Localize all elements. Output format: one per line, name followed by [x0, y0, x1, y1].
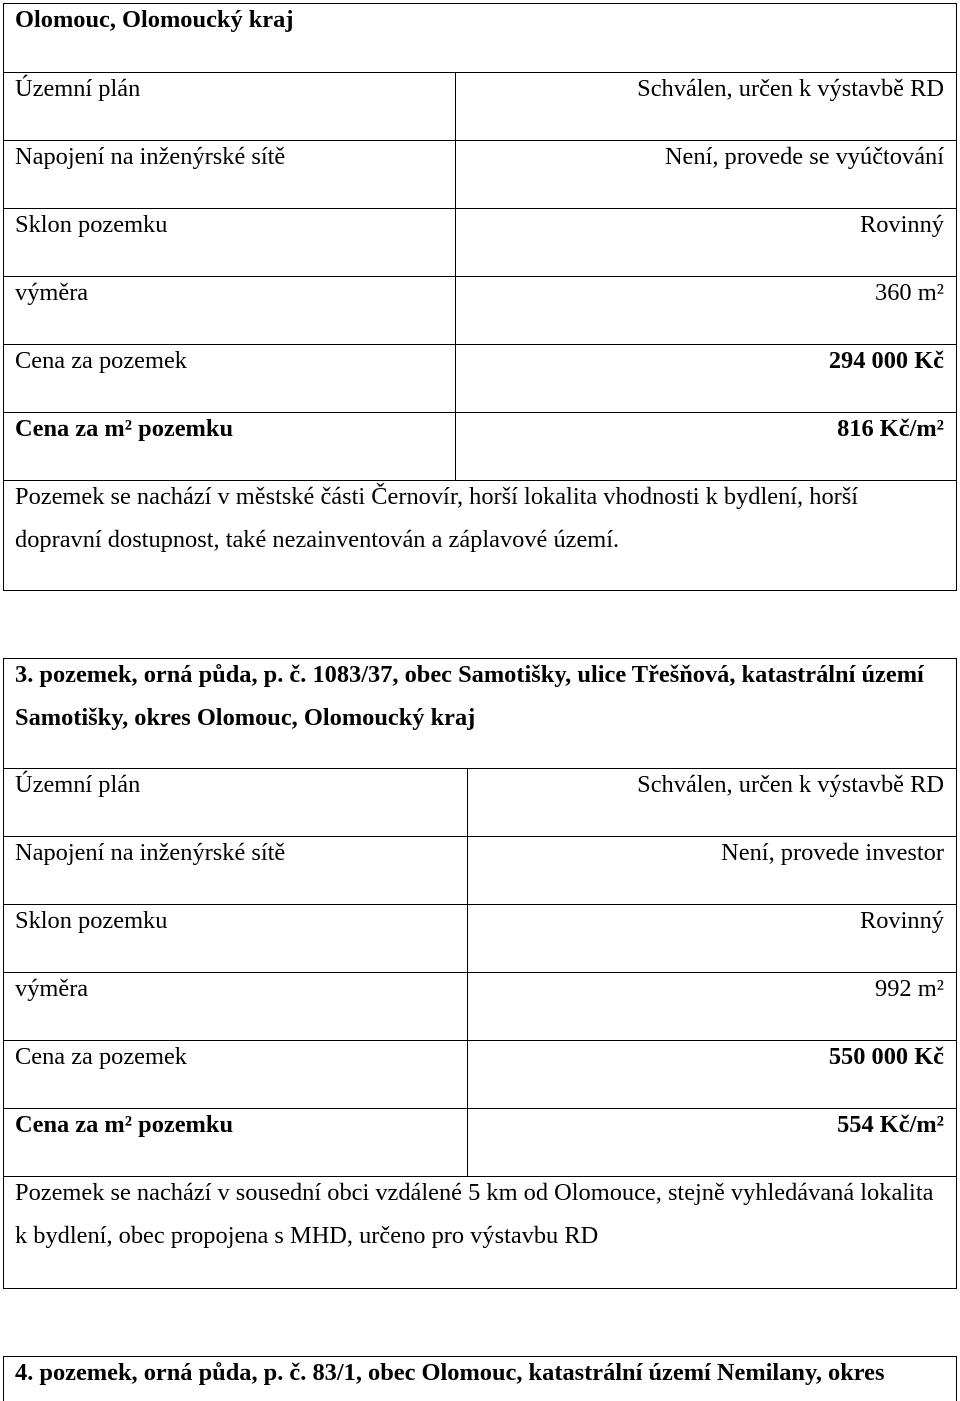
row-value-cell: [468, 1041, 956, 1108]
row-value: Není, provede investor: [721, 839, 944, 866]
row-label-cell: [4, 769, 468, 836]
row-label-cell: [4, 837, 468, 904]
listing-heading-row: [4, 1357, 956, 1401]
row-value-cell: [456, 73, 956, 140]
row-label: výměra: [15, 975, 89, 1002]
listing-heading-cell: [4, 4, 956, 72]
row-value-cell: [468, 973, 956, 1040]
row-label: Cena za pozemek: [15, 1043, 187, 1070]
row-label-cell: [4, 905, 468, 972]
row-value: Schválen, určen k výstavbě RD: [637, 75, 944, 102]
table-row-cena-m2: [4, 412, 956, 480]
row-value: 992 m²: [875, 975, 944, 1002]
row-label: Sklon pozemku: [15, 211, 168, 238]
price-per-m2-value: 816 Kč/m²: [837, 415, 944, 442]
row-label-cell: [4, 1041, 468, 1108]
row-value: Není, provede se vyúčtování: [664, 143, 944, 170]
row-label: Napojení na inženýrské sítě: [15, 839, 286, 866]
listing-heading: 3. pozemek, orná půda, p. č. 1083/37, obec Samotišky, ulice Třešňová, katastrální území Samotišky, okres Olomouc, Olomoucký kraj: [15, 661, 924, 731]
row-value-cell: [468, 837, 956, 904]
row-value-cell: [456, 345, 956, 412]
row-label: Územní plán: [15, 75, 141, 102]
row-value-cell: [456, 413, 956, 480]
row-label: Územní plán: [15, 771, 141, 798]
listing-heading-cell: [4, 1357, 956, 1401]
row-label: Napojení na inženýrské sítě: [15, 143, 286, 170]
table-row-napojeni: [4, 140, 956, 208]
row-value-cell: [468, 905, 956, 972]
row-label-cell: [4, 1109, 468, 1176]
row-value: Rovinný: [859, 907, 944, 934]
table-row-napojeni: [4, 836, 956, 904]
table-row-sklon: [4, 208, 956, 276]
price-value: 550 000 Kč: [828, 1043, 944, 1070]
row-label-cell: [4, 73, 456, 140]
listing-table-1: [3, 3, 957, 591]
row-label-cell: [4, 141, 456, 208]
table-row-cena: [4, 344, 956, 412]
row-label-cell: [4, 413, 456, 480]
listing-heading: 4. pozemek, orná půda, p. č. 83/1, obec Olomouc, katastrální území Nemilany, okres: [15, 1359, 885, 1386]
row-label-cell: [4, 345, 456, 412]
listing-description: Pozemek se nachází v městské části Černovír, horší lokalita vhodnosti k bydlení, horší dopravní dostupnost, také nezainventován a záplavové území.: [15, 483, 859, 553]
row-label: Cena za m² pozemku: [15, 415, 234, 442]
row-value-cell: [468, 769, 956, 836]
row-value-cell: [456, 209, 956, 276]
table-row-uzemni-plan: [4, 768, 956, 836]
row-value-cell: [456, 141, 956, 208]
row-value: Schválen, určen k výstavbě RD: [637, 771, 944, 798]
price-value: 294 000 Kč: [828, 347, 944, 374]
description-row: [4, 1176, 956, 1288]
row-value: 360 m²: [875, 279, 944, 306]
listing-table-3: [3, 1356, 957, 1401]
table-row-vymera: [4, 276, 956, 344]
listing-table-2: [3, 658, 957, 1289]
row-value: Rovinný: [859, 211, 944, 238]
row-label-cell: [4, 277, 456, 344]
description-cell: [4, 1177, 956, 1288]
table-row-sklon: [4, 904, 956, 972]
table-row-cena: [4, 1040, 956, 1108]
listing-description: Pozemek se nachází v sousední obci vzdálené 5 km od Olomouce, stejně vyhledávaná lokalita k bydlení, obec propojena s MHD, určeno pro výstavbu RD: [15, 1179, 934, 1249]
row-label: Cena za pozemek: [15, 347, 187, 374]
table-row-vymera: [4, 972, 956, 1040]
row-label: Sklon pozemku: [15, 907, 168, 934]
listing-heading-cell: [4, 659, 956, 768]
price-per-m2-value: 554 Kč/m²: [837, 1111, 944, 1138]
table-row-cena-m2: [4, 1108, 956, 1176]
row-label-cell: [4, 209, 456, 276]
listing-heading-row: [4, 4, 956, 72]
row-value-cell: [456, 277, 956, 344]
row-label: Cena za m² pozemku: [15, 1111, 234, 1138]
description-row: [4, 480, 956, 590]
row-label: výměra: [15, 279, 89, 306]
description-cell: [4, 481, 956, 590]
listing-heading-row: [4, 659, 956, 768]
listing-heading: Olomouc, Olomoucký kraj: [15, 6, 294, 33]
row-value-cell: [468, 1109, 956, 1176]
row-label-cell: [4, 973, 468, 1040]
table-row-uzemni-plan: [4, 72, 956, 140]
